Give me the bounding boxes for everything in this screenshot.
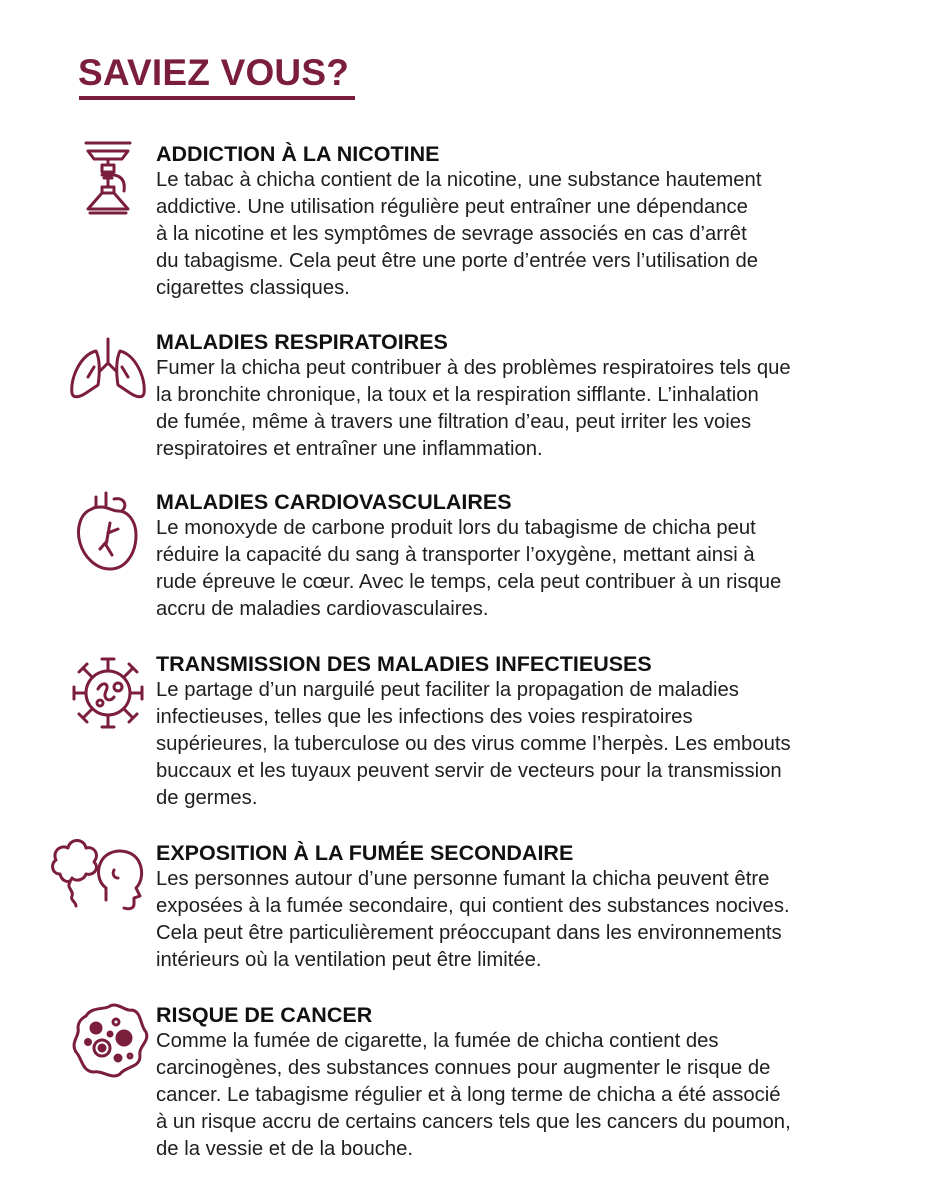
body-line: Le partage d’un narguilé peut faciliter la propagation de maladies bbox=[156, 679, 739, 701]
section-heading: RISQUE DE CANCER bbox=[156, 1003, 373, 1027]
hookah-icon bbox=[66, 137, 150, 221]
section-body bbox=[156, 677, 916, 812]
page-title: SAVIEZ VOUS? bbox=[78, 52, 350, 93]
body-line: la bronchite chronique, la toux et la respiration sifflante. L’inhalation bbox=[156, 384, 759, 406]
body-line: à un risque accru de certains cancers tels que les cancers du poumon, bbox=[156, 1111, 791, 1133]
section-heading: MALADIES RESPIRATOIRES bbox=[156, 330, 448, 354]
body-line: cigarettes classiques. bbox=[156, 277, 350, 299]
body-line: supérieures, la tuberculose ou des virus comme l’herpès. Les embouts bbox=[156, 733, 791, 755]
body-line: à la nicotine et les symptômes de sevrage associés en cas d’arrêt bbox=[156, 223, 747, 245]
section-body bbox=[156, 167, 916, 302]
virus-icon bbox=[66, 651, 150, 735]
body-line: addictive. Une utilisation régulière peut entraîner une dépendance bbox=[156, 196, 748, 218]
body-line: réduire la capacité du sang à transporter l’oxygène, mettant ainsi à bbox=[156, 544, 755, 566]
body-line: de fumée, même à travers une filtration d’eau, peut irriter les voies bbox=[156, 411, 752, 433]
body-line: de la vessie et de la bouche. bbox=[156, 1138, 414, 1160]
body-line: respiratoires et entraîner une inflammation. bbox=[156, 438, 543, 460]
body-line: Cela peut être particulièrement préoccupant dans les environnements bbox=[156, 922, 782, 944]
section-body bbox=[156, 515, 916, 623]
smoke-head-icon bbox=[46, 830, 146, 914]
section-heading: TRANSMISSION DES MALADIES INFECTIEUSES bbox=[156, 652, 652, 676]
section-body bbox=[156, 355, 916, 463]
section-heading: MALADIES CARDIOVASCULAIRES bbox=[156, 490, 512, 514]
section-heading: EXPOSITION À LA FUMÉE SECONDAIRE bbox=[156, 841, 574, 865]
title-underline bbox=[79, 96, 355, 100]
lungs-icon bbox=[66, 333, 150, 417]
body-line: rude épreuve le cœur. Avec le temps, cela peut contribuer à un risque bbox=[156, 571, 782, 593]
body-line: buccaux et les tuyaux peuvent servir de vecteurs pour la transmission bbox=[156, 760, 782, 782]
heart-icon bbox=[66, 489, 150, 573]
body-line: du tabagisme. Cela peut être une porte d’entrée vers l’utilisation de bbox=[156, 250, 759, 272]
body-line: carcinogènes, des substances connues pour augmenter le risque de bbox=[156, 1057, 771, 1079]
body-line: infectieuses, telles que les infections des voies respiratoires bbox=[156, 706, 693, 728]
body-line: Les personnes autour d’une personne fumant la chicha peuvent être bbox=[156, 868, 770, 890]
body-line: Comme la fumée de cigarette, la fumée de chicha contient des bbox=[156, 1030, 719, 1052]
body-line: de germes. bbox=[156, 787, 258, 809]
section-heading: ADDICTION À LA NICOTINE bbox=[156, 142, 440, 166]
body-line: intérieurs où la ventilation peut être limitée. bbox=[156, 949, 542, 971]
body-line: Fumer la chicha peut contribuer à des problèmes respiratoires tels que bbox=[156, 357, 791, 379]
section-body bbox=[156, 1028, 916, 1163]
body-line: Le monoxyde de carbone produit lors du tabagisme de chicha peut bbox=[156, 517, 756, 539]
body-line: exposées à la fumée secondaire, qui contient des substances nocives. bbox=[156, 895, 790, 917]
body-line: Le tabac à chicha contient de la nicotine, une substance hautement bbox=[156, 169, 762, 191]
body-line: cancer. Le tabagisme régulier et à long terme de chicha a été associé bbox=[156, 1084, 781, 1106]
section-body bbox=[156, 866, 916, 974]
body-line: accru de maladies cardiovasculaires. bbox=[156, 598, 489, 620]
cancer-cell-icon bbox=[66, 998, 150, 1082]
